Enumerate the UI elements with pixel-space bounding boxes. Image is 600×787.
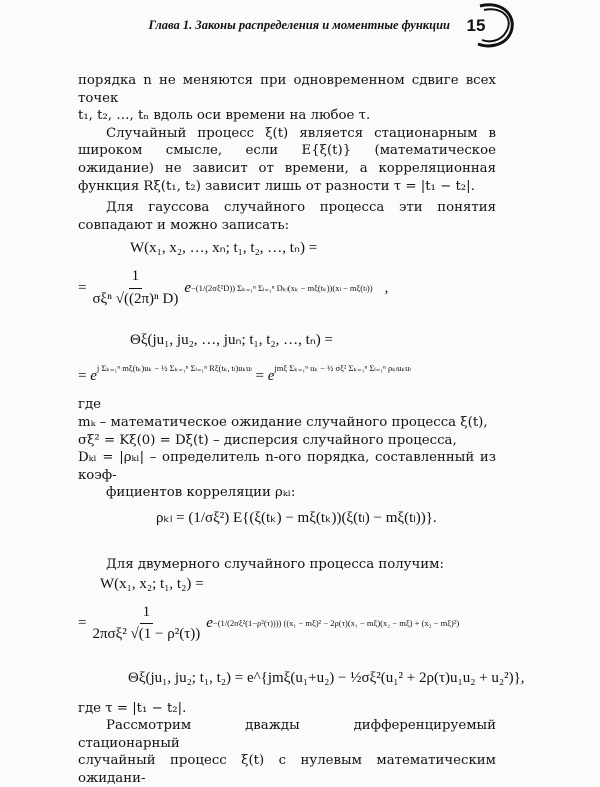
formula-1-numerator: 1 — [129, 268, 143, 289]
formula-characteristic-function: Θξ(ju₁, ju₂, …, juₙ; t₁, t₂, …, tₙ) = = $e^{j \Sigma_{k=1}^n m\xi(t_k)u_k - \frac{1}{2} \Sigma_{k=1}^n \Sigma_{l=1}^n R\xi(t_k, t_l)u_ku_l} = e^{jm\xi \Sigma_{k=1}^n u_k - \frac{1}{2} \sigma\xi^2 \Sigma_{k=1}^n \Sigma_{l=1}^n \rho_{kl}u_ku_l}$ — [78, 332, 411, 385]
formula-4-denominator: 2πσξ² √(1 − ρ²(τ)) — [92, 626, 201, 643]
formula-2-exponent-2: jmξ Σₖ₌₁ⁿ uₖ − ½ σξ² Σₖ₌₁ⁿ Σₗ₌₁ⁿ ρₖₗuₖuₗ — [274, 363, 411, 374]
definition-variance: σξ² = Kξ(0) = Dξ(t) – дисперсия случайного процесса, — [78, 432, 457, 448]
formula-1-lhs: W(x₁, x₂, …, xₙ; t₁, t₂, …, tₙ) = — [130, 240, 318, 257]
formula-4-exponent: −(1/(2σξ²(1−ρ²(τ)))) ((x₁ − mξ)² − 2ρ(τ)(x₁ − mξ)(x₂ − mξ) + (x₂ − mξ)²) — [212, 617, 460, 628]
paragraph-1-line-2: t₁, t₂, …, tₙ вдоль оси времени на любое τ. — [78, 108, 371, 124]
definition-determinant-line-1: Dₖₗ = |ρₖₗ| – определитель n-ого порядка, составленный из коэф- — [78, 450, 496, 483]
paragraph-stationary: Случайный процесс ξ(t) является стационарным в широком смысле, если E{ξ(t)} (математическое ожидание) не зависит от времени, а корреляционная функция Rξ(t₁, t₂) зависит лишь от разности τ = |t₁ − t₂|. — [78, 125, 496, 194]
running-header: Глава 1. Законы распределения и моментные функции — [148, 18, 450, 32]
where-label: где — [78, 397, 102, 413]
formula-correlation-coefficient: ρₖₗ = (1/σξ²) E{(ξ(tₖ) − mξ(tₖ))(ξ(tₗ) − mξ(tₗ))}. — [156, 509, 437, 526]
paragraph-two-dimensional: Для двумерного случайного процесса получим: — [106, 556, 444, 572]
paragraph-gaussian: Для гауссова случайного процесса эти понятия совпадают и можно записать: — [78, 200, 496, 233]
formula-1-exponent: −(1/(2σξ²D)) Σₖ₌₁ⁿ Σₗ₌₁ⁿ Dₖₗ(xₖ − mξ(tₖ))(xₗ − mξ(tₗ)) — [190, 282, 373, 293]
paragraph-last-line-2: случайный процесс ξ(t) с нулевым математическим ожидани- — [78, 753, 496, 786]
page-body — [78, 72, 525, 787]
formula-2-lhs: Θξ(ju₁, ju₂, …, juₙ; t₁, t₂, …, tₙ) = — [130, 332, 334, 349]
formula-2d-density: W(x₁, x₂; t₁, t₂) = = $\frac{1}{\text{2πσξ² √(1 − ρ²(τ))}}$ e −(1/(2σξ²(1−ρ²(τ)))) ((x₁ − mξ)² − 2ρ(τ)(x₁ − mξ)(x₂ − mξ) + (x₂ − mξ)²) — [78, 575, 460, 643]
paragraph-1-line-1: порядка n не меняются при одновременном сдвиге всех точек — [78, 73, 496, 106]
formula-1-denominator: σξⁿ √((2π)ⁿ D) — [92, 290, 179, 307]
formula-4-lhs: W(x₁, x₂; t₁, t₂) = — [100, 575, 204, 592]
formula-2d-characteristic: Θξ(ju₁, ju₂; t₁, t₂) = e^{jmξ(u₁+u₂) − ½σξ²(u₁² + 2ρ(τ)u₁u₂ + u₂²)}, — [128, 669, 525, 686]
definition-mean: mₖ – математическое ожидание случайного процесса ξ(t), — [78, 414, 488, 430]
page-number: 15 — [466, 16, 486, 35]
formula-2-exponent-1: j Σₖ₌₁ⁿ mξ(tₖ)uₖ − ½ Σₖ₌₁ⁿ Σₗ₌₁ⁿ Rξ(tₖ, tₗ)uₖuₗ — [96, 363, 252, 374]
where-tau: где τ = |t₁ − t₂|. — [78, 700, 187, 716]
definition-determinant-line-2: фициентов корреляции ρₖₗ: — [106, 485, 296, 501]
paragraph-last-line-1: Рассмотрим дважды дифференцируемый стационарный — [78, 718, 496, 751]
formula-joint-density: W(x₁, x₂, …, xₙ; t₁, t₂, …, tₙ) = = $\frac{1}{\text{σξⁿ √((2π)ⁿ D)}}$ e −(1/(2σξ²D)) Σₖ₌₁ⁿ Σₗ₌₁ⁿ Dₖₗ(xₖ − mξ(tₖ))(xₗ − mξ(tₗ)) , — [78, 240, 389, 307]
